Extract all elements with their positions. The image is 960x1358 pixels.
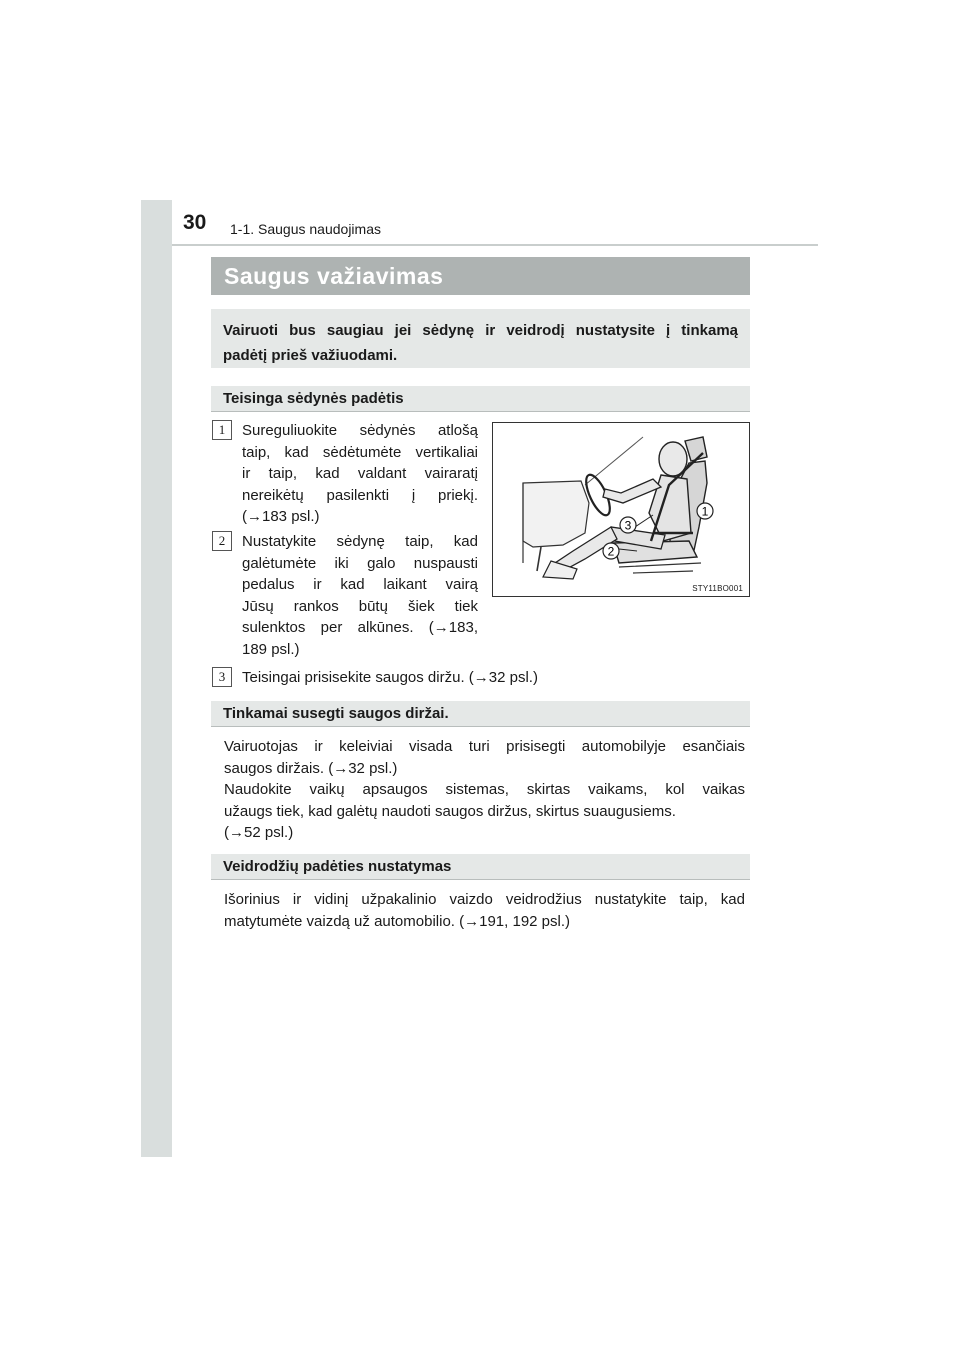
- subheading-mirrors: Veidrodžių padėties nustatymas: [211, 854, 750, 880]
- seat-item-1: [242, 420, 478, 528]
- page-reference: (→183 psl.): [242, 508, 320, 525]
- callout-2-label: 2: [607, 544, 615, 559]
- page-number: 30: [183, 211, 207, 234]
- item-line: nereikėtų pasilenkti į priekį.: [242, 486, 478, 504]
- paragraph-line: užaugs tiek, kad galėtų naudoti saugos diržus, skirtus suaugusiems.: [224, 802, 676, 820]
- seat-position-illustration: [492, 422, 750, 597]
- header-rule: [172, 244, 818, 246]
- item-number: 3: [212, 667, 232, 687]
- mirrors-paragraph: [224, 889, 745, 932]
- side-margin-bar: [141, 200, 172, 1157]
- section-title: Saugus važiavimas: [211, 257, 750, 295]
- intro-line: Vairuoti bus saugiau jei sėdynę ir veidrodį nustatysite į tinkamą: [223, 322, 738, 339]
- paragraph-line: Išorinius ir vidinį užpakalinio vaizdo veidrodžius nustatykite taip, kad: [224, 891, 745, 908]
- intro-line: padėtį prieš važiuodami.: [223, 347, 398, 364]
- item-line: ir taip, kad valdant vairaratį: [242, 465, 478, 482]
- seat-item-2: [242, 531, 478, 660]
- seat-belts-paragraph: [224, 736, 745, 844]
- callout-1-marker: [697, 503, 713, 519]
- item-number: 2: [212, 531, 232, 551]
- subheading-seat-belts: Tinkamai susegti saugos diržai.: [211, 701, 750, 727]
- item-line: galėtumėte iki galo nuspausti: [242, 554, 478, 572]
- item-line: pedalus ir kad laikant vairą: [242, 576, 478, 593]
- item-line: Nustatykite sėdynę taip, kad: [242, 533, 478, 550]
- driver-seat-drawing: [493, 423, 749, 596]
- paragraph-line: saugos diržais. (→32 psl.): [224, 759, 398, 777]
- paragraph-line: Naudokite vaikų apsaugos sistemas, skirtas vaikams, kol vaikas: [224, 781, 745, 798]
- paragraph-line: Vairuotojas ir keleiviai visada turi prisisegti automobilyje esančiais: [224, 738, 745, 755]
- item-line: Sureguliuokite sėdynės atlošą: [242, 422, 478, 439]
- seat-item-3: Teisingai prisisekite saugos diržu. (→32 psl.): [242, 669, 538, 686]
- item-number: 1: [212, 420, 232, 440]
- paragraph-line: matytumėte vaizdą už automobilio. (→191, 192 psl.): [224, 912, 571, 930]
- item-line: Jūsų rankos būtų šiek tiek: [242, 597, 478, 615]
- chapter-label: 1-1. Saugus naudojimas: [230, 221, 381, 237]
- item-line: sulenktos per alkūnes. (→183,: [242, 619, 478, 636]
- intro-box: [211, 309, 750, 368]
- callout-3-label: 3: [624, 518, 632, 533]
- page-reference: 189 psl.): [242, 640, 300, 658]
- callout-1-label: 1: [701, 504, 709, 519]
- item-line: taip, kad sėdėtumėte vertikaliai: [242, 443, 478, 461]
- figure-code: STY11BO001: [692, 584, 743, 593]
- page-reference: (→52 psl.): [224, 824, 294, 841]
- subheading-seat-position: Teisinga sėdynės padėtis: [211, 386, 750, 412]
